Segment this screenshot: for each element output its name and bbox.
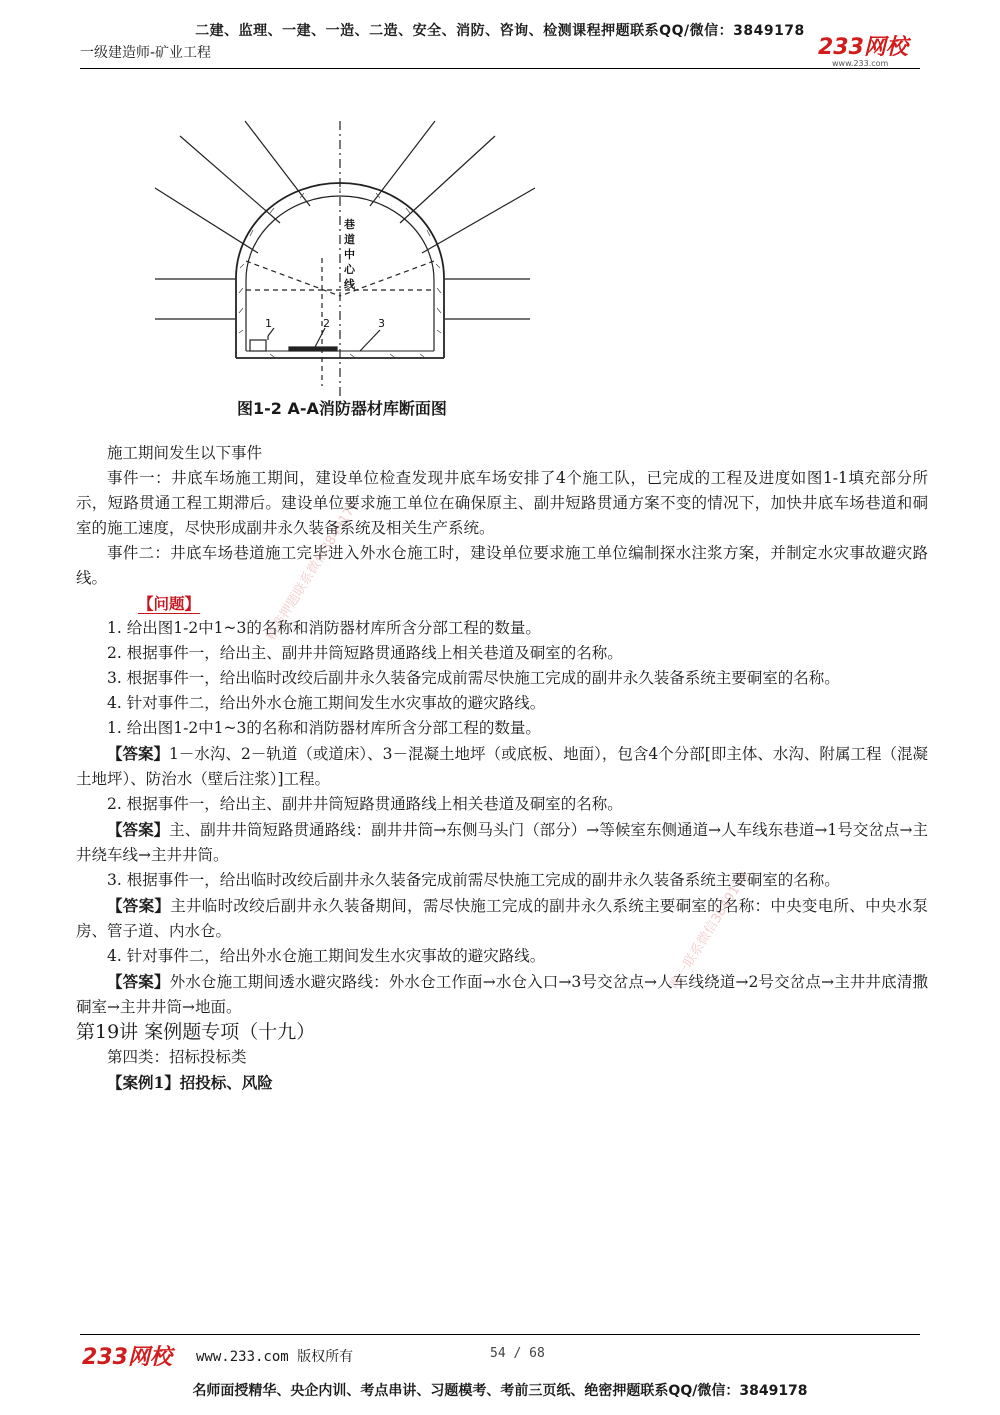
track-bed (289, 347, 337, 351)
answer-text: 主井临时改绞后副井永久装备期间，需尽快施工完成的副井永久系统主要硐室的名称：中央变电所、中央水泵房、管子道、内水仓。 (76, 897, 928, 940)
question-repeat: 2. 根据事件一，给出主、副井井筒短路贯通路线上相关巷道及硐室的名称。 (107, 795, 623, 813)
question-header-text: 【问题】 (138, 594, 201, 613)
question-item: 3. 根据事件一，给出临时改绞后副井永久装备完成前需尽快施工完成的副井永久装备系统主要硐室的名称。 (107, 669, 840, 687)
footer-logo: 233网校 (82, 1345, 172, 1370)
question-item: 4. 针对事件二，给出外水仓施工期间发生水灾事故的避灾路线。 (107, 694, 546, 712)
answer-text: 1－水沟、2－轨道（或道床）、3－混凝土地坪（或底板、地面），包含4个分部[即主体、水沟、附属工程（混凝土地坪）、防治水（壁后注浆）]工程。 (76, 745, 928, 788)
figure-caption: 图1-2 A-A消防器材库断面图 (237, 399, 447, 418)
answer-paragraph (76, 817, 928, 868)
question-repeat: 1. 给出图1-2中1~3的名称和消防器材库所含分部工程的数量。 (107, 719, 541, 737)
page-number: 54 / 68 (490, 1346, 545, 1361)
watermark-text: 唯一联系微信3849178 (667, 868, 753, 993)
label-2: 2 (323, 317, 330, 330)
answer-label: 【答案】 (107, 820, 170, 839)
anchor-line (180, 136, 280, 223)
label-1: 1 (265, 317, 272, 330)
anchor-line (245, 121, 310, 206)
brand-logo (818, 30, 908, 68)
question-repeat: 3. 根据事件一，给出临时改绞后副井永久装备完成前需尽快施工完成的副井永久装备系统主要硐室的名称。 (107, 871, 840, 889)
question-repeat: 4. 针对事件二，给出外水仓施工期间发生水灾事故的避灾路线。 (107, 947, 546, 965)
centerline-label-char: 道 (344, 233, 355, 246)
logo-url: www.233.com (832, 59, 889, 68)
answer-label: 【答案】 (107, 896, 171, 915)
question-item: 2. 根据事件一，给出主、副井井筒短路贯通路线上相关巷道及硐室的名称。 (107, 644, 623, 662)
answer-label: 【答案】 (107, 972, 170, 991)
header-divider (80, 68, 920, 69)
lecture-title: 第19讲 案例题专项（十九） (76, 1021, 316, 1043)
watermark-text: 精准押题联系微信3849178 (263, 497, 362, 644)
answer-text: 外水仓施工期间透水避灾路线：外水仓工作面→水仓入口→3号交岔点→人车线绕道→2号交岔点→主井井底清撒硐室→主井井筒→地面。 (76, 973, 928, 1016)
footer-divider (80, 1334, 920, 1335)
answer-paragraph (76, 741, 928, 792)
dashed-line (246, 261, 340, 296)
category-line: 第四类：招标投标类 (107, 1048, 247, 1066)
answer-label: 【答案】 (107, 744, 170, 763)
leader-line (315, 328, 325, 347)
label-3: 3 (378, 317, 385, 330)
intro-paragraph: 施工期间发生以下事件 (107, 444, 263, 462)
subject-title: 一级建造师-矿业工程 (80, 45, 212, 61)
centerline-label-char: 中 (344, 248, 355, 261)
question-header (76, 591, 928, 616)
header-banner: 二建、监理、一建、一造、二造、安全、消防、咨询、检测课程押题联系QQ/微信：3849178 (195, 23, 805, 39)
footer-banner: 名师面授精华、央企内训、考点串讲、习题模考、考前三页纸、绝密押题联系QQ/微信：3849178 (192, 1383, 808, 1399)
case-title: 【案例1】招投标、风险 (107, 1073, 273, 1092)
water-ditch (250, 340, 266, 351)
leader-line (360, 330, 380, 351)
centerline-label-char: 线 (344, 278, 355, 291)
anchor-line (422, 188, 535, 253)
tunnel-section-diagram (150, 118, 600, 418)
document-body (76, 441, 928, 1095)
anchor-line (370, 121, 435, 206)
answer-paragraph (76, 893, 928, 944)
answer-paragraph (76, 969, 928, 1020)
centerline-label-char: 巷 (344, 218, 355, 231)
logo-text: 233网校 (818, 35, 908, 60)
copyright-text: www.233.com 版权所有 (196, 1349, 354, 1365)
event-2-paragraph: 事件二：井底车场巷道施工完毕进入外水仓施工时，建设单位要求施工单位编制探水注浆方案，并制定水灾事故避灾路线。 (76, 544, 928, 587)
answer-text: 主、副井井筒短路贯通路线：副井井筒→东侧马头门（部分）→等候室东侧通道→人车线东巷道→1号交岔点→主井绕车线→主井井筒。 (76, 821, 928, 864)
event-1-paragraph: 事件一：井底车场施工期间，建设单位检查发现井底车场安排了4个施工队，已完成的工程及进度如图1-1填充部分所示，短路贯通工程工期滞后。建设单位要求施工单位在确保原主、副井短路贯通方案不变的情况下，加快井底车场巷道和硐室的施工速度，尽快形成副井永久装备系统及相关生产系统。 (76, 469, 928, 537)
question-item: 1. 给出图1-2中1~3的名称和消防器材库所含分部工程的数量。 (107, 619, 541, 637)
centerline-label-char: 心 (344, 263, 355, 276)
